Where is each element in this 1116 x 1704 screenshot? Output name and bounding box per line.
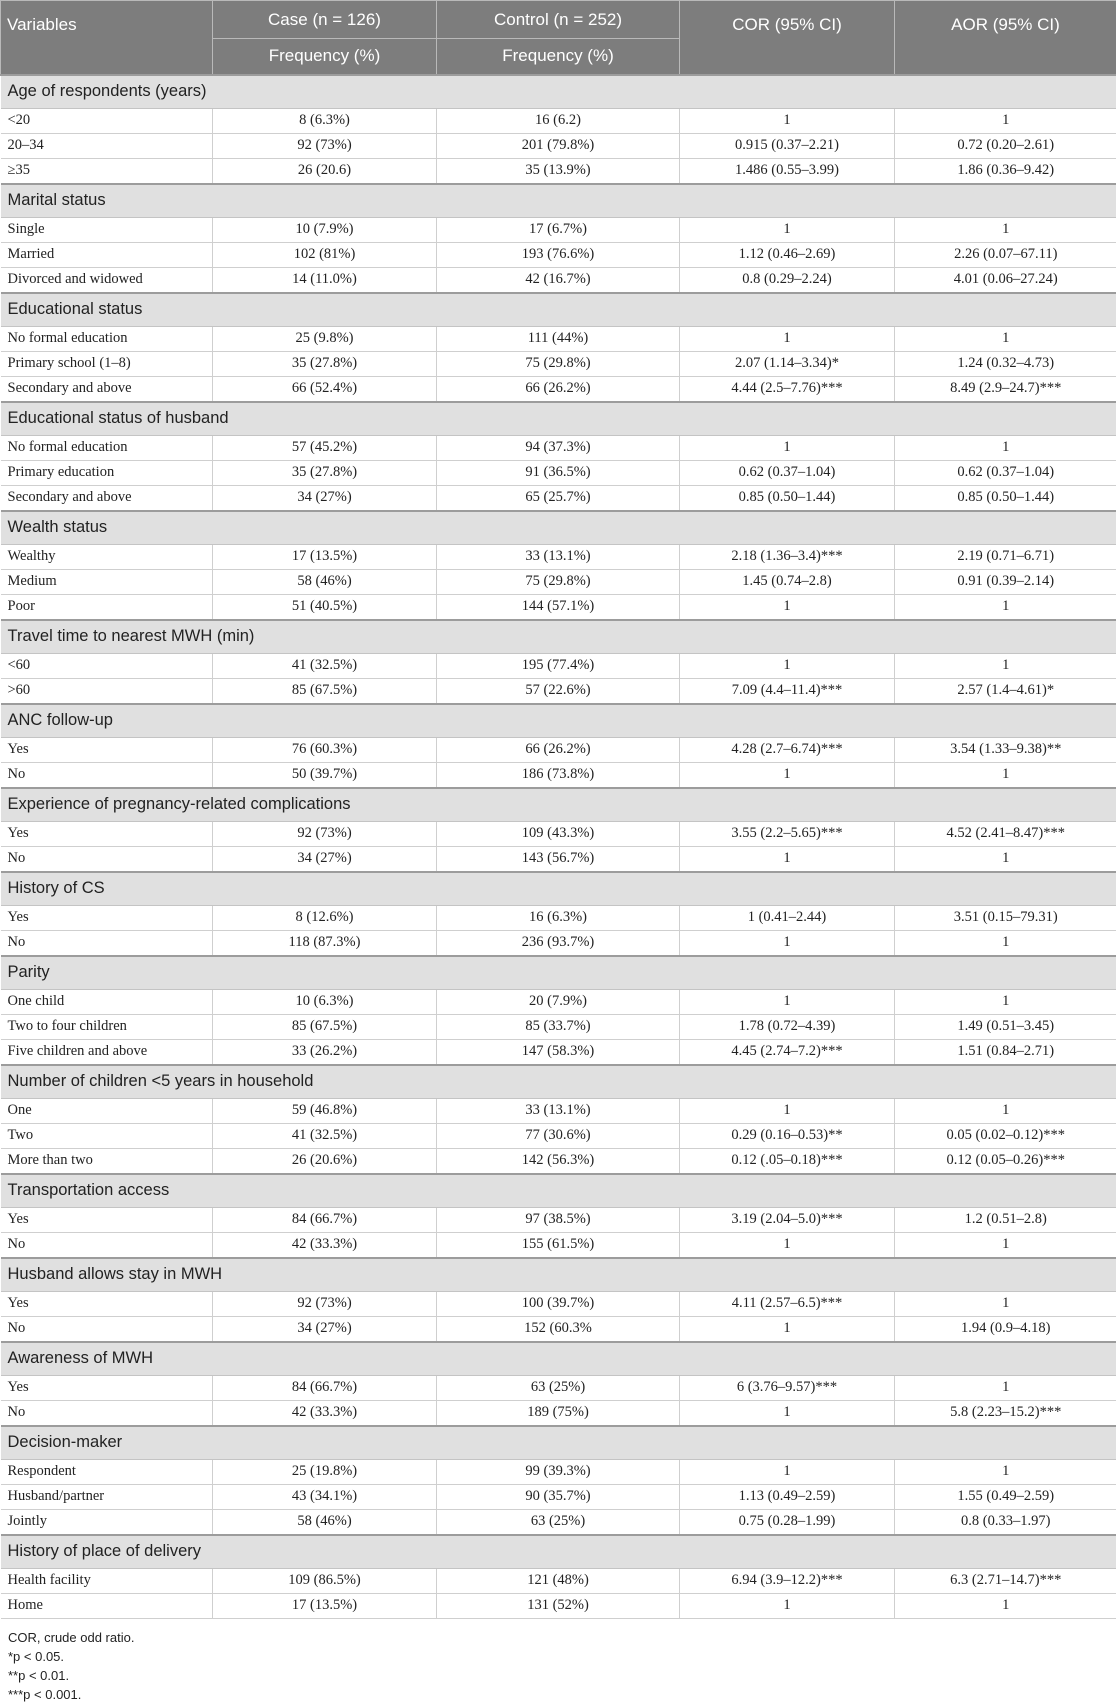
header-frequency-case: Frequency (%)	[213, 39, 437, 75]
cell-control-frequency: 33 (13.1%)	[437, 544, 680, 569]
cell-case-frequency: 51 (40.5%)	[213, 594, 437, 620]
cell-aor: 2.57 (1.4–4.61)*	[895, 678, 1116, 704]
table-row	[1, 846, 1116, 872]
section-title: Age of respondents (years)	[1, 75, 1116, 109]
table-row	[1, 108, 1116, 133]
cell-variable: Secondary and above	[1, 376, 213, 402]
cell-control-frequency: 152 (60.3%	[437, 1316, 680, 1342]
cell-case-frequency: 57 (45.2%)	[213, 435, 437, 460]
cell-control-frequency: 63 (25%)	[437, 1375, 680, 1400]
cell-case-frequency: 41 (32.5%)	[213, 653, 437, 678]
cell-cor: 1	[680, 762, 895, 788]
cell-case-frequency: 17 (13.5%)	[213, 1593, 437, 1618]
table-row	[1, 1484, 1116, 1509]
cell-variable: No	[1, 930, 213, 956]
table-row	[1, 242, 1116, 267]
section-title: Husband allows stay in MWH	[1, 1258, 1116, 1292]
cell-variable: Five children and above	[1, 1039, 213, 1065]
section-title: Experience of pregnancy-related complications	[1, 788, 1116, 822]
section-title: Decision-maker	[1, 1426, 1116, 1460]
cell-aor: 0.91 (0.39–2.14)	[895, 569, 1116, 594]
section-header-row	[1, 956, 1116, 990]
cell-aor: 1	[895, 594, 1116, 620]
cell-cor: 1	[680, 1400, 895, 1426]
cell-cor: 4.11 (2.57–6.5)***	[680, 1291, 895, 1316]
cell-control-frequency: 16 (6.3%)	[437, 905, 680, 930]
cell-cor: 1	[680, 1459, 895, 1484]
section-header-row	[1, 1426, 1116, 1460]
cell-aor: 2.19 (0.71–6.71)	[895, 544, 1116, 569]
footnote: COR, crude odd ratio.	[8, 1628, 1116, 1647]
cell-aor: 4.01 (0.06–27.24)	[895, 267, 1116, 293]
section-header-row	[1, 1258, 1116, 1292]
section-title: Awareness of MWH	[1, 1342, 1116, 1376]
cell-aor: 1.94 (0.9–4.18)	[895, 1316, 1116, 1342]
cell-aor: 0.85 (0.50–1.44)	[895, 485, 1116, 511]
table-body	[1, 75, 1116, 1619]
cell-cor: 1	[680, 435, 895, 460]
section-header-row	[1, 872, 1116, 906]
cell-aor: 1	[895, 217, 1116, 242]
cell-control-frequency: 17 (6.7%)	[437, 217, 680, 242]
cell-cor: 1	[680, 1593, 895, 1618]
table-row	[1, 217, 1116, 242]
section-header-row	[1, 402, 1116, 436]
header-cor: COR (95% CI)	[680, 1, 895, 75]
cell-cor: 1	[680, 653, 895, 678]
table-row	[1, 1123, 1116, 1148]
cell-cor: 2.18 (1.36–3.4)***	[680, 544, 895, 569]
table-row	[1, 930, 1116, 956]
cell-cor: 6.94 (3.9–12.2)***	[680, 1568, 895, 1593]
cell-aor: 0.05 (0.02–0.12)***	[895, 1123, 1116, 1148]
cell-variable: No	[1, 762, 213, 788]
cell-aor: 1	[895, 1459, 1116, 1484]
cell-control-frequency: 143 (56.7%)	[437, 846, 680, 872]
cell-case-frequency: 35 (27.8%)	[213, 351, 437, 376]
cell-variable: Poor	[1, 594, 213, 620]
cell-variable: Divorced and widowed	[1, 267, 213, 293]
cell-case-frequency: 58 (46%)	[213, 1509, 437, 1535]
cell-control-frequency: 57 (22.6%)	[437, 678, 680, 704]
cell-control-frequency: 193 (76.6%)	[437, 242, 680, 267]
cell-cor: 1.45 (0.74–2.8)	[680, 569, 895, 594]
section-title: ANC follow-up	[1, 704, 1116, 738]
cell-aor: 1	[895, 435, 1116, 460]
cell-aor: 4.52 (2.41–8.47)***	[895, 821, 1116, 846]
cell-cor: 0.75 (0.28–1.99)	[680, 1509, 895, 1535]
cell-aor: 1	[895, 1375, 1116, 1400]
cell-variable: Yes	[1, 1291, 213, 1316]
cell-variable: <20	[1, 108, 213, 133]
section-header-row	[1, 620, 1116, 654]
cell-cor: 6 (3.76–9.57)***	[680, 1375, 895, 1400]
cell-variable: No	[1, 1232, 213, 1258]
cell-case-frequency: 25 (9.8%)	[213, 326, 437, 351]
cell-cor: 2.07 (1.14–3.34)*	[680, 351, 895, 376]
cell-control-frequency: 75 (29.8%)	[437, 569, 680, 594]
cell-control-frequency: 77 (30.6%)	[437, 1123, 680, 1148]
cell-variable: Single	[1, 217, 213, 242]
table-row	[1, 737, 1116, 762]
cell-variable: One	[1, 1098, 213, 1123]
cell-aor: 3.54 (1.33–9.38)**	[895, 737, 1116, 762]
cell-aor: 1.24 (0.32–4.73)	[895, 351, 1116, 376]
cell-case-frequency: 85 (67.5%)	[213, 678, 437, 704]
cell-aor: 1	[895, 1593, 1116, 1618]
section-header-row	[1, 293, 1116, 327]
section-header-row	[1, 1535, 1116, 1569]
cell-case-frequency: 102 (81%)	[213, 242, 437, 267]
cell-cor: 1 (0.41–2.44)	[680, 905, 895, 930]
cell-variable: Yes	[1, 1207, 213, 1232]
header-aor: AOR (95% CI)	[895, 1, 1116, 75]
table-row	[1, 1098, 1116, 1123]
cell-case-frequency: 92 (73%)	[213, 821, 437, 846]
cell-aor: 1	[895, 326, 1116, 351]
cell-aor: 1.51 (0.84–2.71)	[895, 1039, 1116, 1065]
section-header-row	[1, 704, 1116, 738]
cell-variable: Married	[1, 242, 213, 267]
cell-control-frequency: 142 (56.3%)	[437, 1148, 680, 1174]
cell-variable: Medium	[1, 569, 213, 594]
table-row	[1, 376, 1116, 402]
table-row	[1, 1459, 1116, 1484]
table-row	[1, 821, 1116, 846]
cell-case-frequency: 118 (87.3%)	[213, 930, 437, 956]
cell-cor: 1.486 (0.55–3.99)	[680, 158, 895, 184]
cell-variable: Health facility	[1, 1568, 213, 1593]
cell-variable: Yes	[1, 905, 213, 930]
cell-control-frequency: 147 (58.3%)	[437, 1039, 680, 1065]
cell-control-frequency: 189 (75%)	[437, 1400, 680, 1426]
cell-case-frequency: 25 (19.8%)	[213, 1459, 437, 1484]
section-header-row	[1, 1342, 1116, 1376]
cell-case-frequency: 34 (27%)	[213, 846, 437, 872]
table-row	[1, 351, 1116, 376]
cell-case-frequency: 84 (66.7%)	[213, 1207, 437, 1232]
section-title: History of place of delivery	[1, 1535, 1116, 1569]
table-row	[1, 594, 1116, 620]
cell-cor: 1	[680, 1098, 895, 1123]
cell-cor: 1	[680, 846, 895, 872]
cell-case-frequency: 50 (39.7%)	[213, 762, 437, 788]
cell-cor: 1	[680, 326, 895, 351]
section-header-row	[1, 511, 1116, 545]
cell-cor: 1	[680, 108, 895, 133]
cell-aor: 1	[895, 1232, 1116, 1258]
cell-aor: 0.8 (0.33–1.97)	[895, 1509, 1116, 1535]
table-row	[1, 653, 1116, 678]
cell-case-frequency: 76 (60.3%)	[213, 737, 437, 762]
cell-case-frequency: 10 (6.3%)	[213, 989, 437, 1014]
cell-case-frequency: 26 (20.6)	[213, 158, 437, 184]
cell-control-frequency: 144 (57.1%)	[437, 594, 680, 620]
table-row	[1, 1568, 1116, 1593]
cell-control-frequency: 33 (13.1%)	[437, 1098, 680, 1123]
table-row	[1, 326, 1116, 351]
cell-control-frequency: 155 (61.5%)	[437, 1232, 680, 1258]
cell-aor: 1	[895, 108, 1116, 133]
cell-case-frequency: 26 (20.6%)	[213, 1148, 437, 1174]
cell-variable: No	[1, 846, 213, 872]
cell-aor: 1	[895, 653, 1116, 678]
cell-cor: 0.29 (0.16–0.53)**	[680, 1123, 895, 1148]
section-header-row	[1, 1065, 1116, 1099]
cell-cor: 1.78 (0.72–4.39)	[680, 1014, 895, 1039]
cell-cor: 7.09 (4.4–11.4)***	[680, 678, 895, 704]
cell-variable: Yes	[1, 821, 213, 846]
cell-variable: No	[1, 1316, 213, 1342]
cell-aor: 2.26 (0.07–67.11)	[895, 242, 1116, 267]
table-row	[1, 1400, 1116, 1426]
cell-case-frequency: 42 (33.3%)	[213, 1232, 437, 1258]
cell-cor: 0.915 (0.37–2.21)	[680, 133, 895, 158]
cell-case-frequency: 66 (52.4%)	[213, 376, 437, 402]
cell-aor: 0.72 (0.20–2.61)	[895, 133, 1116, 158]
cell-cor: 3.19 (2.04–5.0)***	[680, 1207, 895, 1232]
cell-variable: <60	[1, 653, 213, 678]
cell-case-frequency: 34 (27%)	[213, 1316, 437, 1342]
section-title: Travel time to nearest MWH (min)	[1, 620, 1116, 654]
cell-aor: 5.8 (2.23–15.2)***	[895, 1400, 1116, 1426]
cell-control-frequency: 75 (29.8%)	[437, 351, 680, 376]
cell-aor: 1	[895, 762, 1116, 788]
cell-cor: 1	[680, 930, 895, 956]
cell-case-frequency: 33 (26.2%)	[213, 1039, 437, 1065]
cell-cor: 0.8 (0.29–2.24)	[680, 267, 895, 293]
cell-variable: Primary education	[1, 460, 213, 485]
section-title: Marital status	[1, 184, 1116, 218]
table-row	[1, 544, 1116, 569]
table-row	[1, 133, 1116, 158]
cell-aor: 1.55 (0.49–2.59)	[895, 1484, 1116, 1509]
table-row	[1, 460, 1116, 485]
cell-variable: Home	[1, 1593, 213, 1618]
cell-case-frequency: 35 (27.8%)	[213, 460, 437, 485]
cell-case-frequency: 43 (34.1%)	[213, 1484, 437, 1509]
section-title: Number of children <5 years in household	[1, 1065, 1116, 1099]
cell-aor: 1.49 (0.51–3.45)	[895, 1014, 1116, 1039]
cell-variable: 20–34	[1, 133, 213, 158]
table-row	[1, 905, 1116, 930]
cell-control-frequency: 66 (26.2%)	[437, 376, 680, 402]
cell-case-frequency: 10 (7.9%)	[213, 217, 437, 242]
cell-cor: 0.62 (0.37–1.04)	[680, 460, 895, 485]
section-title: Educational status	[1, 293, 1116, 327]
section-header-row	[1, 75, 1116, 109]
cell-cor: 3.55 (2.2–5.65)***	[680, 821, 895, 846]
cell-control-frequency: 100 (39.7%)	[437, 1291, 680, 1316]
cell-control-frequency: 121 (48%)	[437, 1568, 680, 1593]
section-header-row	[1, 184, 1116, 218]
table-row	[1, 678, 1116, 704]
cell-control-frequency: 63 (25%)	[437, 1509, 680, 1535]
table-row	[1, 1207, 1116, 1232]
footnotes	[0, 1619, 1116, 1704]
cell-variable: No formal education	[1, 326, 213, 351]
table-row	[1, 1291, 1116, 1316]
table-row	[1, 1039, 1116, 1065]
cell-cor: 1	[680, 594, 895, 620]
cell-control-frequency: 91 (36.5%)	[437, 460, 680, 485]
cell-control-frequency: 111 (44%)	[437, 326, 680, 351]
cell-aor: 3.51 (0.15–79.31)	[895, 905, 1116, 930]
cell-control-frequency: 65 (25.7%)	[437, 485, 680, 511]
cell-case-frequency: 58 (46%)	[213, 569, 437, 594]
cell-variable: Primary school (1–8)	[1, 351, 213, 376]
table-row	[1, 1375, 1116, 1400]
cell-aor: 1	[895, 846, 1116, 872]
cell-control-frequency: 90 (35.7%)	[437, 1484, 680, 1509]
cell-cor: 4.28 (2.7–6.74)***	[680, 737, 895, 762]
table-row	[1, 1593, 1116, 1618]
cell-variable: No formal education	[1, 435, 213, 460]
cell-variable: Two to four children	[1, 1014, 213, 1039]
cell-control-frequency: 186 (73.8%)	[437, 762, 680, 788]
table-row	[1, 569, 1116, 594]
cell-variable: Wealthy	[1, 544, 213, 569]
cell-aor: 0.62 (0.37–1.04)	[895, 460, 1116, 485]
table-header	[1, 1, 1116, 75]
cell-case-frequency: 41 (32.5%)	[213, 1123, 437, 1148]
cell-case-frequency: 42 (33.3%)	[213, 1400, 437, 1426]
table-row	[1, 435, 1116, 460]
cell-cor: 4.44 (2.5–7.76)***	[680, 376, 895, 402]
section-header-row	[1, 788, 1116, 822]
table-row	[1, 1316, 1116, 1342]
section-title: Educational status of husband	[1, 402, 1116, 436]
cell-variable: ≥35	[1, 158, 213, 184]
cell-case-frequency: 8 (6.3%)	[213, 108, 437, 133]
cell-case-frequency: 84 (66.7%)	[213, 1375, 437, 1400]
cell-aor: 1	[895, 930, 1116, 956]
cell-control-frequency: 195 (77.4%)	[437, 653, 680, 678]
cell-case-frequency: 59 (46.8%)	[213, 1098, 437, 1123]
table-row	[1, 267, 1116, 293]
cell-variable: No	[1, 1400, 213, 1426]
header-variables: Variables	[1, 1, 213, 75]
cell-variable: Two	[1, 1123, 213, 1148]
cell-aor: 1.86 (0.36–9.42)	[895, 158, 1116, 184]
cell-cor: 1	[680, 1232, 895, 1258]
cell-cor: 4.45 (2.74–7.2)***	[680, 1039, 895, 1065]
section-title: Transportation access	[1, 1174, 1116, 1208]
table-row	[1, 1014, 1116, 1039]
table-row	[1, 1148, 1116, 1174]
cell-control-frequency: 131 (52%)	[437, 1593, 680, 1618]
cell-control-frequency: 42 (16.7%)	[437, 267, 680, 293]
cell-case-frequency: 14 (11.0%)	[213, 267, 437, 293]
table-row	[1, 989, 1116, 1014]
cell-cor: 1.12 (0.46–2.69)	[680, 242, 895, 267]
header-control: Control (n = 252)	[437, 1, 680, 39]
cell-control-frequency: 16 (6.2)	[437, 108, 680, 133]
cell-variable: Jointly	[1, 1509, 213, 1535]
cell-variable: Husband/partner	[1, 1484, 213, 1509]
cell-control-frequency: 99 (39.3%)	[437, 1459, 680, 1484]
cell-case-frequency: 109 (86.5%)	[213, 1568, 437, 1593]
footnote: **p < 0.01.	[8, 1666, 1116, 1685]
cell-cor: 1	[680, 989, 895, 1014]
cell-variable: More than two	[1, 1148, 213, 1174]
table-row	[1, 158, 1116, 184]
cell-aor: 1	[895, 989, 1116, 1014]
table-row	[1, 1509, 1116, 1535]
cell-control-frequency: 109 (43.3%)	[437, 821, 680, 846]
cell-case-frequency: 92 (73%)	[213, 133, 437, 158]
cell-variable: Yes	[1, 737, 213, 762]
cell-cor: 1.13 (0.49–2.59)	[680, 1484, 895, 1509]
section-header-row	[1, 1174, 1116, 1208]
cell-control-frequency: 20 (7.9%)	[437, 989, 680, 1014]
cell-control-frequency: 35 (13.9%)	[437, 158, 680, 184]
cell-aor: 1	[895, 1098, 1116, 1123]
cell-control-frequency: 97 (38.5%)	[437, 1207, 680, 1232]
cell-cor: 1	[680, 217, 895, 242]
cell-aor: 1.2 (0.51–2.8)	[895, 1207, 1116, 1232]
cell-variable: Respondent	[1, 1459, 213, 1484]
header-frequency-control: Frequency (%)	[437, 39, 680, 75]
cell-control-frequency: 94 (37.3%)	[437, 435, 680, 460]
cell-control-frequency: 85 (33.7%)	[437, 1014, 680, 1039]
cell-case-frequency: 85 (67.5%)	[213, 1014, 437, 1039]
header-case: Case (n = 126)	[213, 1, 437, 39]
cell-case-frequency: 8 (12.6%)	[213, 905, 437, 930]
cell-aor: 1	[895, 1291, 1116, 1316]
table-row	[1, 762, 1116, 788]
cell-control-frequency: 66 (26.2%)	[437, 737, 680, 762]
cell-aor: 8.49 (2.9–24.7)***	[895, 376, 1116, 402]
cell-aor: 6.3 (2.71–14.7)***	[895, 1568, 1116, 1593]
table-row	[1, 1232, 1116, 1258]
cell-aor: 0.12 (0.05–0.26)***	[895, 1148, 1116, 1174]
footnote: ***p < 0.001.	[8, 1685, 1116, 1704]
cell-control-frequency: 201 (79.8%)	[437, 133, 680, 158]
cell-case-frequency: 92 (73%)	[213, 1291, 437, 1316]
cell-variable: Yes	[1, 1375, 213, 1400]
footnote: *p < 0.05.	[8, 1647, 1116, 1666]
cell-case-frequency: 34 (27%)	[213, 485, 437, 511]
cell-case-frequency: 17 (13.5%)	[213, 544, 437, 569]
table-row	[1, 485, 1116, 511]
cell-control-frequency: 236 (93.7%)	[437, 930, 680, 956]
cell-cor: 1	[680, 1316, 895, 1342]
cell-variable: One child	[1, 989, 213, 1014]
cell-variable: >60	[1, 678, 213, 704]
cell-cor: 0.12 (.05–0.18)***	[680, 1148, 895, 1174]
cell-variable: Secondary and above	[1, 485, 213, 511]
cell-cor: 0.85 (0.50–1.44)	[680, 485, 895, 511]
section-title: Parity	[1, 956, 1116, 990]
section-title: Wealth status	[1, 511, 1116, 545]
section-title: History of CS	[1, 872, 1116, 906]
